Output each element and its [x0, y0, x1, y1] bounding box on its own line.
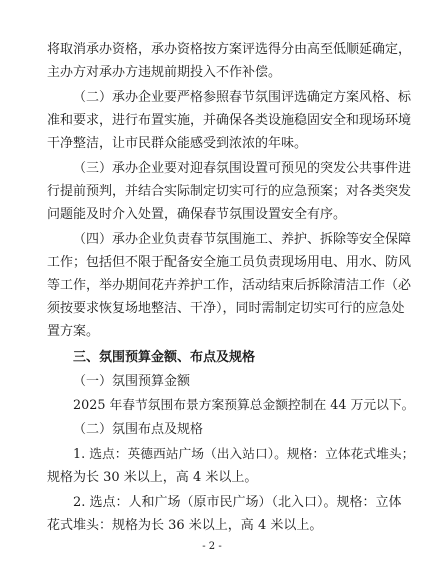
body-line-13: 置方案。	[47, 324, 100, 339]
location-1-line-2: 规格为长 30 米以上，高 4 米以上。	[47, 470, 258, 485]
body-line-4: 准和要求，进行布置实施，并确保各类设施稳固安全和现场环境	[47, 113, 412, 128]
body-line-5: 干净整洁，让市民群众能感受到浓浓的年味。	[47, 136, 308, 151]
body-line-3: （二）承办企业要严格参照春节氛围评选确定方案风格、标	[73, 90, 412, 105]
body-line-10: 工作；包括但不限于配备安全施工员负责现场用电、用水、防风	[47, 255, 412, 270]
subheading-locations: （二）氛围布点及规格	[73, 422, 204, 437]
body-line-9: （四）承办企业负责春节氛围施工、养护、拆除等安全保障	[73, 232, 412, 247]
location-2-line-2: 花式堆头：规格为长 36 米以上，高 4 米以上。	[47, 518, 323, 533]
body-line-12: 须按要求恢复场地整洁、干净），同时需制定切实可行的应急处	[47, 301, 405, 316]
body-line-11: 等工作，举办期间花卉养护工作，活动结束后拆除清洁工作（必	[47, 278, 412, 293]
body-line-8: 问题能及时介入处置，确保春节氛围设置安全有序。	[47, 207, 347, 222]
location-1-line-1: 1. 选点：英德西站广场（出入站口）。规格：立体花式堆头；	[73, 447, 415, 462]
subheading-budget: （一）氛围预算金额	[73, 374, 191, 389]
body-line-1: 将取消承办资格，承办资格按方案评选得分由高至低顺延确定，	[47, 42, 412, 57]
page-number: - 2 -	[202, 541, 222, 552]
body-line-7: 行提前预判，并结合实际制定切实可行的应急预案；对各类突发	[47, 184, 412, 199]
location-2-line-1: 2. 选点：人和广场（原市民广场）（北入口）。规格：立体	[73, 495, 402, 510]
body-line-2: 主办方对承办方违规前期投入不作补偿。	[47, 65, 282, 80]
body-line-6: （三）承办企业要对迎春氛围设置可预见的突发公共事件进	[73, 161, 412, 176]
section-heading: 三、氛围预算金额、布点及规格	[73, 350, 256, 365]
body-line-budget: 2025 年春节氛围布景方案预算总金额控制在 44 万元以下。	[73, 398, 415, 413]
